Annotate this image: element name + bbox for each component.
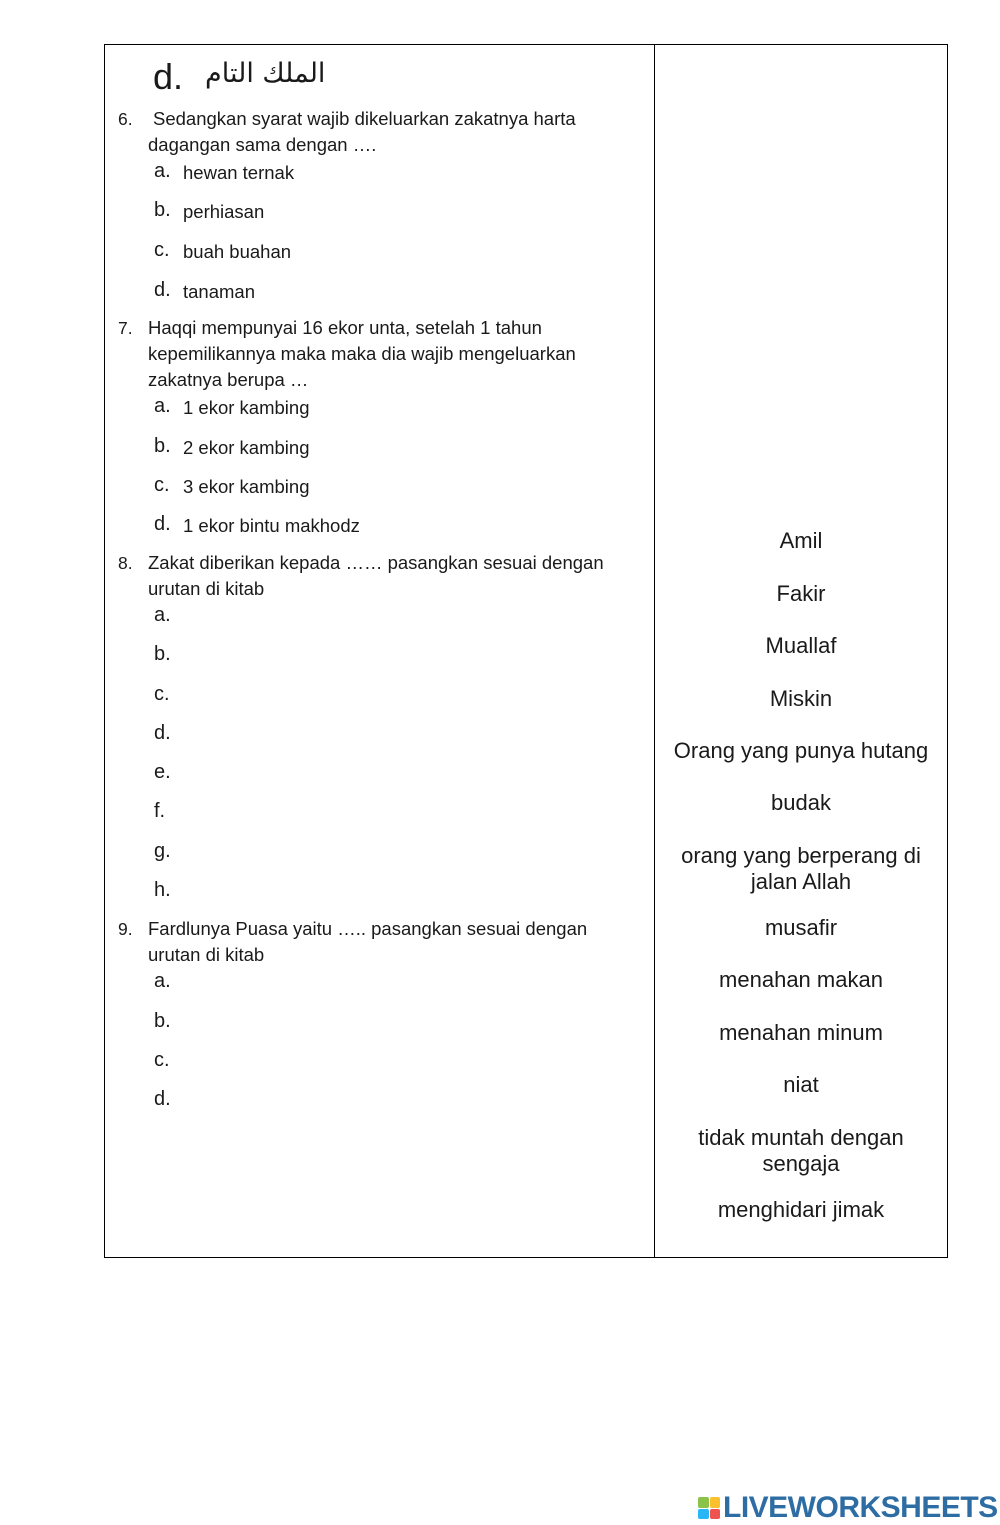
q6-option-b-letter: b. [154, 199, 171, 221]
liveworksheets-logo [698, 1491, 998, 1525]
q8-blank-h[interactable]: h. [154, 879, 171, 901]
q5-option-d-letter: d. [153, 56, 184, 97]
q6-text-line2: dagangan sama dengan …. [148, 134, 377, 155]
q6-option-d-text: tanaman [183, 281, 255, 302]
q7-option-b-text: 2 ekor kambing [183, 437, 310, 458]
q9-blank-c[interactable]: c. [154, 1049, 170, 1071]
q8-text-line1: Zakat diberikan kepada …… pasangkan sesuai dengan [148, 552, 604, 573]
q7-number: 7. [118, 318, 133, 338]
column-divider [654, 44, 655, 1258]
q7-text-line3: zakatnya berupa … [148, 369, 309, 390]
answer-menahan-makan[interactable]: menahan makan [719, 967, 883, 992]
q7-option-c-letter: c. [154, 474, 170, 496]
q6-option-d-letter: d. [154, 279, 171, 301]
answer-niat[interactable]: niat [783, 1072, 819, 1097]
q8-blank-e[interactable]: e. [154, 761, 171, 783]
q9-text-line2: urutan di kitab [148, 944, 265, 965]
answer-amil[interactable]: Amil [779, 528, 823, 553]
q9-number: 9. [118, 919, 133, 939]
q7-option-b-letter: b. [154, 435, 171, 457]
q6-option-c-text: buah buahan [183, 241, 292, 262]
answer-menghidari-jimak[interactable]: menghidari jimak [717, 1197, 885, 1222]
q7-option-a-letter: a. [154, 395, 171, 417]
q8-blank-a[interactable]: a. [154, 604, 171, 626]
q8-blank-b[interactable]: b. [154, 643, 171, 665]
answer-fakir[interactable]: Fakir [776, 581, 826, 606]
liveworksheets-logo-text: LIVEWORKSHEETS [723, 1491, 998, 1524]
q6-option-a-letter: a. [154, 160, 171, 182]
logo-mark-square-4 [710, 1509, 721, 1520]
logo-mark-square-2 [710, 1497, 721, 1508]
answer-orang-yang-berperang-line1: orang yang berperang di [681, 843, 921, 868]
q7-text-line1: Haqqi mempunyai 16 ekor unta, setelah 1 tahun [148, 317, 542, 338]
q6-option-a-text: hewan ternak [183, 162, 295, 183]
answer-orang-yang-berperang[interactable] [656, 843, 946, 895]
q5-option-d-arabic: الملك التام [205, 58, 326, 89]
q7-option-a-text: 1 ekor kambing [183, 397, 310, 418]
answer-miskin[interactable]: Miskin [769, 686, 833, 711]
answer-musafir[interactable]: musafir [764, 915, 838, 940]
q9-blank-a[interactable]: a. [154, 970, 171, 992]
answer-orang-yang-punya-hutang[interactable]: Orang yang punya hutang [673, 738, 929, 763]
answer-tidak-muntah[interactable] [656, 1125, 946, 1177]
logo-mark-square-1 [698, 1497, 709, 1508]
q8-text-line2: urutan di kitab [148, 578, 265, 599]
q6-option-c-letter: c. [154, 239, 170, 261]
q7-text-line2: kepemilikannya maka maka dia wajib mengeluarkan [148, 343, 576, 364]
q6-text-line1: Sedangkan syarat wajib dikeluarkan zakatnya harta [153, 108, 576, 129]
q9-blank-d[interactable]: d. [154, 1088, 171, 1110]
q7-option-d-text: 1 ekor bintu makhodz [183, 515, 360, 536]
q6-number: 6. [118, 109, 133, 129]
logo-mark-square-3 [698, 1509, 709, 1520]
answer-menahan-minum[interactable]: menahan minum [719, 1020, 883, 1045]
answer-tidak-muntah-line1: tidak muntah dengan [698, 1125, 904, 1150]
answer-orang-yang-berperang-line2: jalan Allah [750, 869, 852, 894]
q9-text-line1: Fardlunya Puasa yaitu ….. pasangkan sesuai dengan [148, 918, 588, 939]
answer-tidak-muntah-line2: sengaja [762, 1151, 840, 1176]
q7-option-d-letter: d. [154, 513, 171, 535]
q8-blank-g[interactable]: g. [154, 840, 171, 862]
q6-option-b-text: perhiasan [183, 201, 265, 222]
q8-number: 8. [118, 553, 133, 573]
q8-blank-d[interactable]: d. [154, 722, 171, 744]
q7-option-c-text: 3 ekor kambing [183, 476, 310, 497]
answer-muallaf[interactable]: Muallaf [765, 633, 837, 658]
q8-blank-f[interactable]: f. [154, 800, 166, 822]
q8-blank-c[interactable]: c. [154, 683, 170, 705]
q9-blank-b[interactable]: b. [154, 1010, 171, 1032]
answer-budak[interactable]: budak [771, 790, 831, 815]
liveworksheets-logo-icon [698, 1497, 720, 1519]
